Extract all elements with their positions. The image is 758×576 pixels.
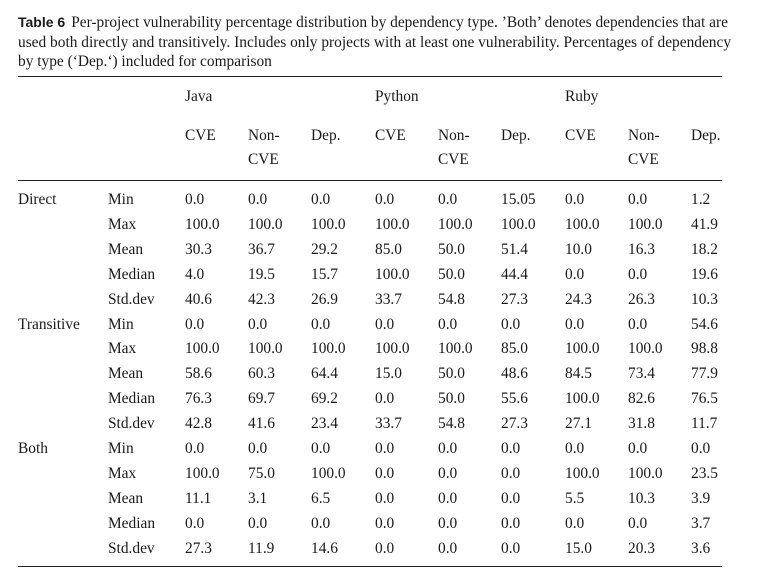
column-header-line2: CVE [438, 151, 469, 168]
column-header: Non- [628, 127, 660, 144]
column-header: Non- [248, 127, 280, 144]
table-cell: 0.0 [501, 514, 521, 532]
table-cell: 0.0 [501, 440, 521, 457]
table-cell: 0.0 [375, 315, 395, 333]
table-cell: 19.5 [248, 265, 275, 283]
table-cell: 0.0 [565, 514, 585, 532]
table-cell: 0.0 [628, 191, 648, 208]
table-cell: 0.0 [565, 191, 585, 208]
table-cell: 100.0 [311, 340, 346, 358]
group-label: Both [18, 440, 48, 457]
table-cell: 100.0 [565, 390, 600, 408]
table-cell: 0.0 [375, 390, 395, 408]
table-cell: 15.0 [375, 365, 402, 383]
table-cell: 11.7 [691, 415, 718, 433]
table-cell: 50.0 [438, 365, 465, 383]
stat-label: Min [108, 315, 134, 333]
table-cell: 100.0 [438, 340, 473, 358]
table-cell: 27.3 [185, 539, 212, 557]
table-caption [18, 13, 738, 72]
table-cell: 4.0 [185, 265, 205, 283]
stat-label: Median [108, 265, 156, 283]
table-cell: 58.6 [185, 365, 212, 383]
column-header-line2: CVE [628, 151, 659, 168]
stat-label: Std.dev [108, 539, 155, 557]
table-cell: 54.8 [438, 415, 465, 433]
table-cell: 54.6 [691, 315, 718, 333]
table-cell: 0.0 [628, 265, 648, 283]
stat-label: Mean [108, 365, 144, 383]
table-cell: 73.4 [628, 365, 655, 383]
table-cell: 100.0 [375, 340, 410, 358]
table-cell: 82.6 [628, 390, 655, 408]
table-cell: 0.0 [501, 489, 521, 507]
table-cell: 51.4 [501, 240, 528, 258]
table-cell: 0.0 [248, 191, 268, 208]
table-cell: 0.0 [375, 191, 395, 208]
table-cell: 11.9 [248, 539, 275, 557]
table-cell: 60.3 [248, 365, 275, 383]
table-cell: 0.0 [248, 514, 268, 532]
table-cell: 26.3 [628, 290, 655, 308]
table-cell: 84.5 [565, 365, 592, 383]
table-cell: 0.0 [565, 315, 585, 333]
table-cell: 33.7 [375, 415, 402, 433]
table-cell: 0.0 [185, 191, 205, 208]
table-cell: 0.0 [438, 514, 458, 532]
table-cell: 64.4 [311, 365, 338, 383]
table-cell: 27.3 [501, 290, 528, 308]
table-cell: 100.0 [248, 215, 283, 233]
table-cell: 0.0 [501, 539, 521, 557]
table-cell: 41.6 [248, 415, 275, 433]
table-cell: 0.0 [375, 440, 395, 457]
language-header: Ruby [565, 88, 599, 105]
table-cell: 55.6 [501, 390, 528, 408]
table-cell: 0.0 [501, 464, 521, 482]
table-cell: 14.6 [311, 539, 338, 557]
stat-label: Max [108, 340, 137, 358]
table-cell: 0.0 [438, 539, 458, 557]
table-cell: 3.6 [691, 539, 711, 557]
table-cell: 0.0 [311, 191, 331, 208]
table-cell: 0.0 [691, 440, 711, 457]
table-cell: 23.4 [311, 415, 338, 433]
stat-label: Min [108, 191, 134, 208]
table-label: Table 6 [18, 14, 66, 30]
table-cell: 16.3 [628, 240, 655, 258]
table-cell: 10.3 [628, 489, 655, 507]
group-label: Direct [18, 191, 57, 208]
table-cell: 15.0 [565, 539, 592, 557]
table-cell: 0.0 [438, 464, 458, 482]
table-cell: 0.0 [375, 489, 395, 507]
table-cell: 10.0 [565, 240, 592, 258]
language-header: Java [185, 88, 213, 105]
table-cell: 100.0 [501, 215, 536, 233]
table-cell: 100.0 [565, 340, 600, 358]
table-cell: 100.0 [438, 215, 473, 233]
table-cell: 0.0 [248, 440, 268, 457]
table-cell: 100.0 [185, 340, 220, 358]
table-cell: 100.0 [628, 215, 663, 233]
table-cell: 85.0 [375, 240, 402, 258]
table-cell: 0.0 [248, 315, 268, 333]
table-cell: 0.0 [438, 489, 458, 507]
stat-label: Min [108, 440, 134, 457]
table-cell: 6.5 [311, 489, 331, 507]
table-cell: 27.1 [565, 415, 592, 433]
table-cell: 26.9 [311, 290, 338, 308]
column-header: Dep. [501, 127, 531, 144]
table-cell: 0.0 [438, 440, 458, 457]
table-cell: 100.0 [375, 215, 410, 233]
table-cell: 50.0 [438, 390, 465, 408]
table-cell: 31.8 [628, 415, 655, 433]
table-cell: 33.7 [375, 290, 402, 308]
table-cell: 24.3 [565, 290, 592, 308]
column-header-line2: CVE [248, 151, 279, 168]
table-cell: 0.0 [185, 315, 205, 333]
table-cell: 48.6 [501, 365, 528, 383]
table-cell: 30.3 [185, 240, 212, 258]
table-cell: 10.3 [691, 290, 718, 308]
table-cell: 100.0 [565, 215, 600, 233]
table-cell: 100.0 [311, 215, 346, 233]
table-cell: 0.0 [375, 539, 395, 557]
language-header: Python [375, 88, 419, 105]
table-cell: 18.2 [691, 240, 718, 258]
stat-label: Std.dev [108, 290, 155, 308]
table-cell: 36.7 [248, 240, 275, 258]
bottom-rule [18, 566, 722, 567]
table-cell: 100.0 [628, 340, 663, 358]
table-cell: 0.0 [375, 514, 395, 532]
table-cell: 75.0 [248, 464, 275, 482]
table-cell: 3.9 [691, 489, 711, 507]
table-cell: 50.0 [438, 265, 465, 283]
table-cell: 20.3 [628, 539, 655, 557]
table-cell: 100.0 [248, 340, 283, 358]
group-label: Transitive [18, 315, 80, 333]
stat-label: Max [108, 464, 137, 482]
stat-label: Max [108, 215, 137, 233]
table-cell: 50.0 [438, 240, 465, 258]
table-cell: 41.9 [691, 215, 718, 233]
stat-label: Mean [108, 489, 144, 507]
table-cell: 77.9 [691, 365, 718, 383]
table-cell: 0.0 [565, 265, 585, 283]
column-header: CVE [185, 127, 216, 144]
table-cell: 42.3 [248, 290, 275, 308]
table-cell: 23.5 [691, 464, 718, 482]
table-cell: 76.5 [691, 390, 718, 408]
table-cell: 0.0 [628, 315, 648, 333]
stat-label: Median [108, 514, 156, 532]
top-rule [18, 76, 722, 77]
table-cell: 76.3 [185, 390, 212, 408]
table-cell: 1.2 [691, 191, 711, 208]
table-cell: 5.5 [565, 489, 585, 507]
table-cell: 100.0 [185, 464, 220, 482]
table-cell: 0.0 [438, 315, 458, 333]
column-header: CVE [375, 127, 406, 144]
table-cell: 15.05 [501, 191, 536, 208]
table-cell: 85.0 [501, 340, 528, 358]
table-cell: 54.8 [438, 290, 465, 308]
table-cell: 0.0 [311, 514, 331, 532]
table-cell: 100.0 [565, 464, 600, 482]
caption-text: Per-project vulnerability percentage distribution by dependency type. ’Both’ denotes dependencies that are used both directly and transitively. Includes only projects with at least one vulnerability. Percentages of dependency by type (‘Dep.‘) included for comparison [18, 14, 732, 71]
table-cell: 3.7 [691, 514, 711, 532]
table-cell: 100.0 [311, 464, 346, 482]
stat-label: Std.dev [108, 415, 155, 433]
table-cell: 0.0 [565, 440, 585, 457]
table-cell: 0.0 [311, 440, 331, 457]
table-cell: 19.6 [691, 265, 718, 283]
column-header: Dep. [691, 127, 721, 144]
table-cell: 100.0 [185, 215, 220, 233]
column-header: CVE [565, 127, 596, 144]
table-cell: 100.0 [628, 464, 663, 482]
table-cell: 11.1 [185, 489, 212, 507]
table-cell: 0.0 [185, 440, 205, 457]
table-cell: 27.3 [501, 415, 528, 433]
stat-label: Median [108, 390, 156, 408]
table-cell: 0.0 [501, 315, 521, 333]
table-cell: 0.0 [628, 440, 648, 457]
table-cell: 98.8 [691, 340, 718, 358]
column-header: Dep. [311, 127, 341, 144]
header-rule [18, 180, 722, 181]
table-cell: 3.1 [248, 489, 268, 507]
table-cell: 0.0 [375, 464, 395, 482]
table-cell: 15.7 [311, 265, 338, 283]
table-cell: 100.0 [375, 265, 410, 283]
table-cell: 44.4 [501, 265, 528, 283]
table-cell: 40.6 [185, 290, 212, 308]
table-cell: 0.0 [185, 514, 205, 532]
table-cell: 0.0 [438, 191, 458, 208]
table-cell: 0.0 [311, 315, 331, 333]
table-cell: 42.8 [185, 415, 212, 433]
table-cell: 69.7 [248, 390, 275, 408]
table-cell: 29.2 [311, 240, 338, 258]
column-header: Non- [438, 127, 470, 144]
stat-label: Mean [108, 240, 144, 258]
table-cell: 69.2 [311, 390, 338, 408]
table-cell: 0.0 [628, 514, 648, 532]
